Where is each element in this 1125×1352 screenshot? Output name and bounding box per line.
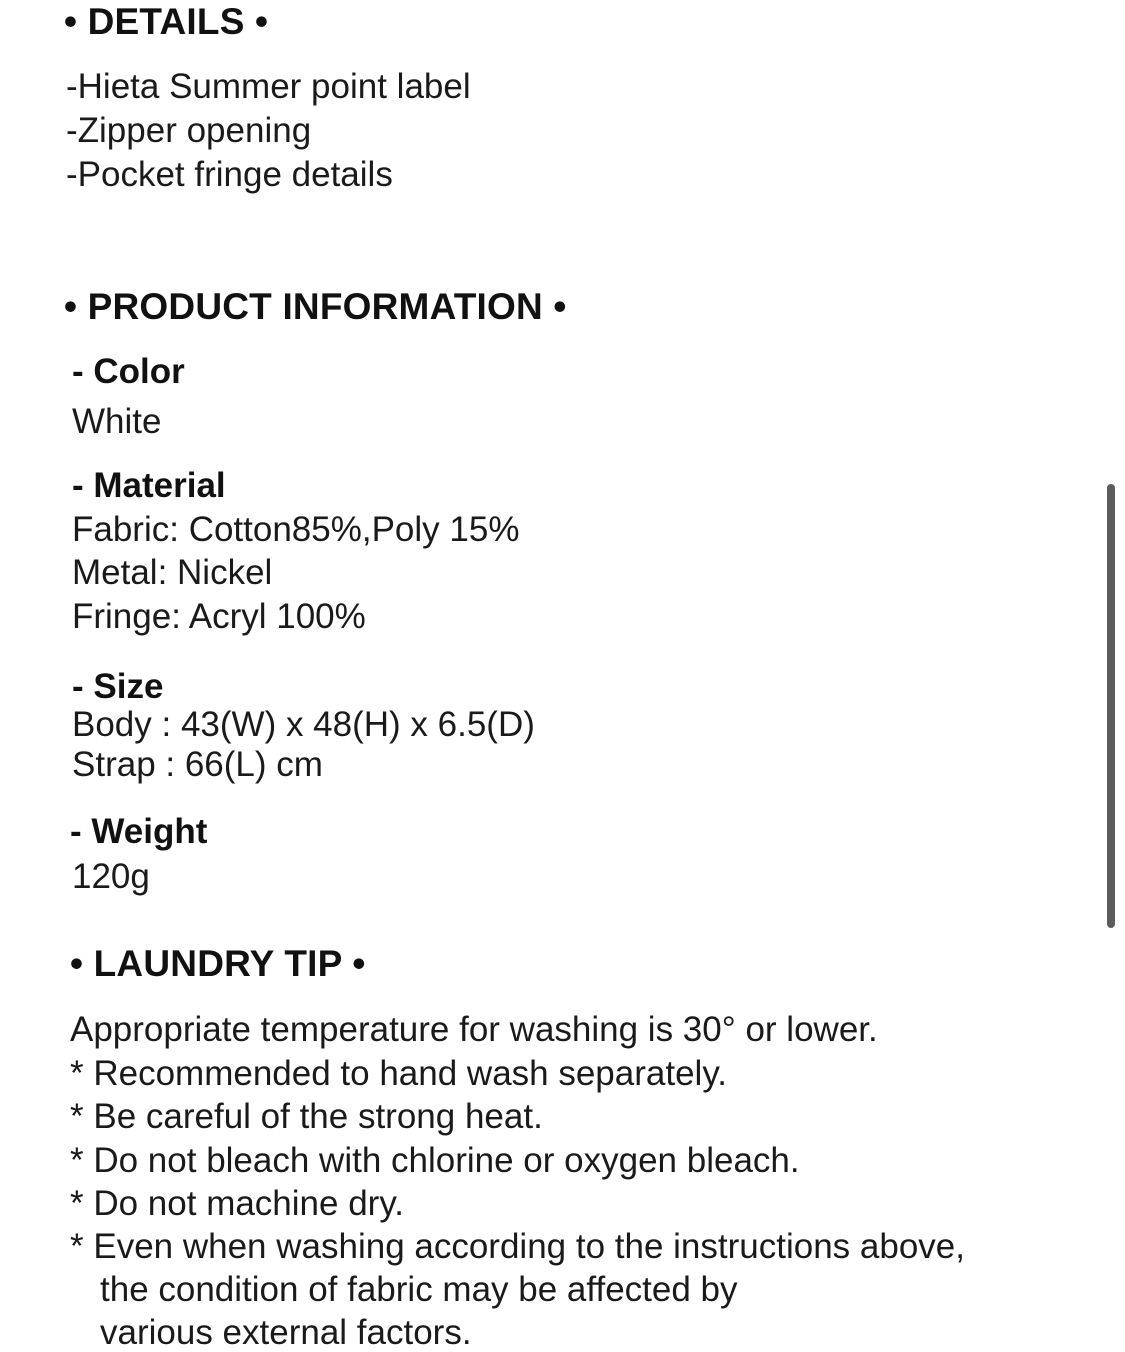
size-body: Body : 43(W) x 48(H) x 6.5(D)	[72, 705, 535, 744]
weight-value: 120g	[72, 857, 150, 896]
material-label: - Material	[72, 466, 226, 505]
color-label: - Color	[72, 352, 185, 391]
laundry-line: * Recommended to hand wash separately.	[70, 1054, 727, 1093]
laundry-tip-heading: • LAUNDRY TIP •	[70, 943, 366, 984]
size-label: - Size	[72, 667, 164, 706]
details-item: -Pocket fringe details	[66, 155, 393, 194]
details-heading: • DETAILS •	[64, 1, 269, 42]
color-value: White	[72, 402, 162, 441]
material-fringe: Fringe: Acryl 100%	[72, 597, 366, 636]
laundry-line: * Even when washing according to the instructions above,	[70, 1227, 965, 1266]
details-item: -Hieta Summer point label	[66, 67, 471, 106]
vertical-scrollbar[interactable]	[1107, 484, 1115, 928]
weight-label: - Weight	[70, 812, 208, 851]
laundry-line: various external factors.	[100, 1313, 472, 1352]
laundry-line: the condition of fabric may be affected by	[100, 1270, 738, 1309]
laundry-line: * Do not machine dry.	[70, 1184, 404, 1223]
laundry-line: * Do not bleach with chlorine or oxygen bleach.	[70, 1141, 800, 1180]
details-item: -Zipper opening	[66, 111, 312, 150]
material-metal: Metal: Nickel	[72, 553, 273, 592]
laundry-line: * Be careful of the strong heat.	[70, 1097, 543, 1136]
material-fabric: Fabric: Cotton85%,Poly 15%	[72, 510, 520, 549]
laundry-line: Appropriate temperature for washing is 30° or lower.	[70, 1010, 878, 1049]
product-information-heading: • PRODUCT INFORMATION •	[64, 286, 567, 327]
size-strap: Strap : 66(L) cm	[72, 745, 323, 784]
